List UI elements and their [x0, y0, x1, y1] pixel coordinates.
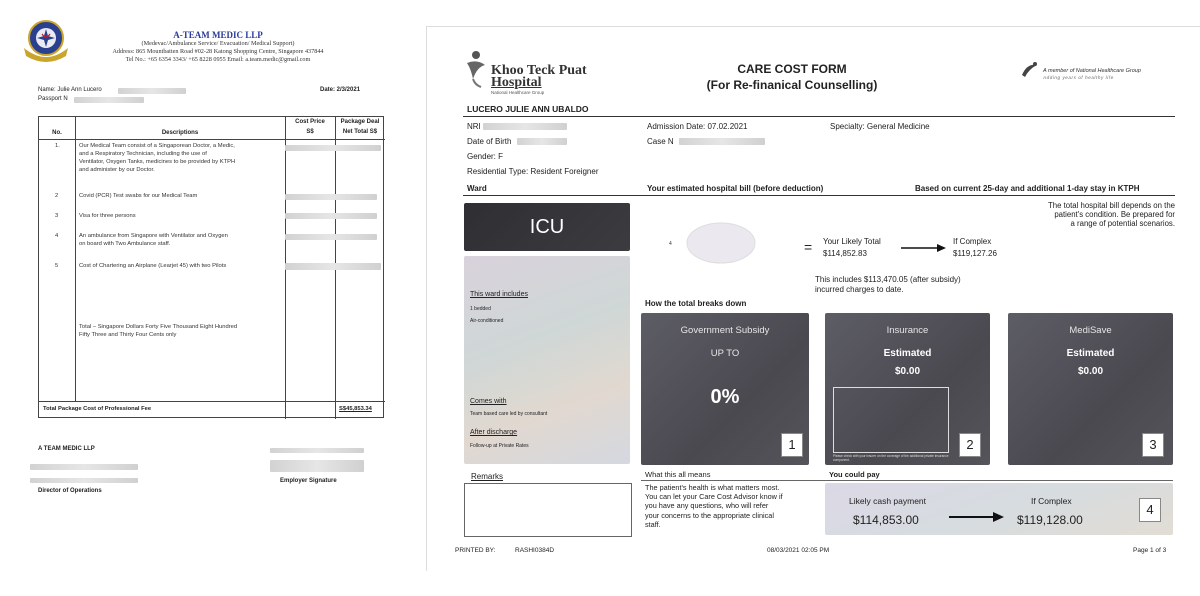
cash-payment-panel — [825, 483, 1173, 535]
item-number: 5 — [55, 263, 59, 269]
nhg-logo-icon — [1019, 61, 1041, 79]
bill-indicator-ellipse — [667, 221, 767, 265]
includes-note-2: incurred charges to date. — [815, 285, 904, 294]
case-label: Case N — [647, 137, 674, 146]
cash-label: Likely cash payment — [849, 496, 927, 506]
redacted-price — [285, 234, 377, 240]
redacted-nric — [483, 123, 567, 130]
admission-date: Admission Date: 07.02.2021 — [647, 122, 748, 131]
footer-company: A TEAM MEDIC LLP — [38, 446, 95, 452]
nhg-tagline: Adding years of healthy life — [1043, 75, 1114, 80]
invoice-table — [38, 116, 384, 418]
nric-label: NRI — [467, 122, 481, 131]
item-description: Our Medical Team consist of a Singaporean Doctor, a Medic, and a Respiratory Technician, including the use of Ventilator, Oxygen Tanks, medicines to be provided by KTPH and administer by our Doctor. — [79, 143, 236, 173]
employer-signature-label: Employer Signature — [280, 478, 337, 484]
hospital-name: Khoo Teck Puat — [491, 63, 587, 78]
ward-type-badge — [464, 203, 630, 251]
breakdown-heading: How the total breaks down — [645, 299, 747, 308]
item-description: Cost of Chartering an Airplane (Learjet 45) with two Pilots — [79, 263, 227, 269]
complex-label: If Complex — [1031, 496, 1072, 506]
medisave-title: MediSave — [1069, 325, 1112, 336]
redacted-employer-sign — [270, 448, 364, 453]
item-number: 2 — [55, 193, 59, 199]
form-subtitle: (For Re-finanical Counselling) — [706, 78, 878, 92]
medisave-value: $0.00 — [1077, 366, 1104, 377]
redacted-name — [118, 88, 186, 94]
item-number: 3 — [55, 213, 59, 219]
you-could-pay: You could pay — [829, 470, 880, 479]
arrow-right-icon — [949, 511, 1005, 523]
ward-heading: Ward — [467, 184, 487, 193]
subsidy-upto: UP TO — [710, 348, 740, 359]
company-address: Address: 865 Mountbatten Road #02-28 Katong Shopping Centre, Singapore 437844 — [112, 48, 324, 55]
printed-by-label: PRINTED BY: — [455, 547, 496, 554]
panel-number: 2 — [959, 433, 981, 457]
redacted-employer-name — [270, 460, 364, 472]
if-complex-label: If Complex — [953, 237, 992, 246]
item-description: Visa for three persons — [79, 213, 136, 219]
patient-name: Name: Julie Ann Lucero — [38, 87, 102, 93]
redacted-price — [285, 263, 381, 270]
medisave-estimated: Estimated — [1066, 348, 1115, 359]
header-cost-price: Cost Price — [295, 119, 325, 125]
remarks-heading: Remarks — [471, 472, 504, 481]
invoice-date: Date: 2/3/2021 — [320, 87, 361, 93]
item-number: 1. — [55, 143, 60, 149]
item-number: 4 — [55, 233, 59, 239]
bill-heading: Your estimated hospital bill (before deduction) — [647, 184, 824, 193]
redacted-price — [285, 194, 377, 200]
means-text: The patient's health is what matters most. You can let your Care Cost Advisor know if you have any questions, who will refer your concerns to the appropriate clinical staff. — [645, 483, 783, 529]
redacted-price — [285, 213, 377, 219]
invoice-document — [0, 0, 420, 596]
stay-heading: Based on current 25-day and additional 1-day stay in KTPH — [915, 184, 1140, 193]
redacted-signature-name — [30, 478, 138, 483]
equals-sign: = — [804, 239, 813, 255]
svg-text:4: 4 — [669, 241, 672, 247]
header-descriptions: Descriptions — [161, 130, 199, 136]
panel-number: 1 — [781, 433, 803, 457]
nhg-member: A member of National Healthcare Group — [1043, 68, 1141, 74]
likely-total-label: Your Likely Total — [823, 237, 881, 246]
insurance-title: Insurance — [886, 325, 929, 336]
insurance-box — [833, 387, 949, 453]
means-heading: What this all means — [645, 470, 711, 479]
after-discharge-heading: After discharge — [470, 429, 518, 436]
printed-by: RASHI0384D — [515, 547, 555, 554]
subsidy-title: Government Subsidy — [680, 325, 770, 336]
ward-includes-heading: This ward includes — [470, 291, 528, 298]
insurance-estimated: Estimated — [883, 348, 932, 359]
complex-value: $119,128.00 — [1017, 513, 1083, 527]
hospital-tagline: National Healthcare Group — [491, 90, 545, 95]
care-cost-form — [426, 26, 1200, 571]
likely-total-value: $114,852.83 — [823, 249, 867, 258]
company-name: A-TEAM MEDIC LLP — [173, 30, 263, 40]
ward-info-panel — [464, 256, 630, 464]
printed-at: 08/03/2021 02:05 PM — [767, 547, 830, 554]
ktph-logo-icon — [463, 49, 491, 89]
page-number: Page 1 of 3 — [1133, 547, 1167, 554]
ward-include-item: 1 bedded — [470, 306, 491, 312]
comes-with-heading: Comes with — [470, 398, 507, 405]
redacted-dob — [517, 138, 567, 145]
total-value: S$45,853.34 — [339, 406, 372, 412]
subsidy-value: 0% — [710, 386, 740, 408]
includes-note: This includes $113,470.05 (after subsidy) — [815, 275, 961, 284]
arrow-right-icon — [901, 243, 947, 253]
ward-include-item: Air-conditioned — [470, 318, 504, 324]
bill-note: The total hospital bill depends on the patient's condition. Be prepared for a range of potential scenarios. — [1047, 201, 1175, 228]
ward-type: ICU — [529, 216, 565, 238]
dob-label: Date of Birth — [467, 137, 512, 146]
total-label: Total Package Cost of Professional Fee — [43, 406, 152, 412]
patient-name: LUCERO JULIE ANN UBALDO — [467, 104, 589, 114]
medisave-panel — [1008, 313, 1173, 465]
if-complex-value: $119,127.26 — [953, 249, 997, 258]
remarks-box — [464, 483, 632, 537]
government-subsidy-panel — [641, 313, 809, 465]
item-description: Covid (PCR) Test swabs for our Medical Team — [79, 193, 198, 199]
company-contact: Tel No.: +65 6354 3343/ +65 8228 0955 Email: a.team.medic@gmail.com — [125, 56, 311, 63]
header-cost-price-currency: S$ — [306, 129, 314, 135]
redacted-signature — [30, 464, 138, 470]
header-net-total: Net Total S$ — [342, 129, 378, 135]
total-in-words: Total – Singapore Dollars Forty Five Thousand Eight Hundred Fifty Three and Thirty Four Cents only — [79, 324, 238, 338]
redacted-case — [679, 138, 765, 145]
header-no: No. — [52, 130, 62, 136]
redacted-price — [285, 145, 381, 151]
insurance-panel — [825, 313, 990, 465]
comes-with: Team based care led by consultant — [470, 411, 548, 417]
insurance-value: $0.00 — [894, 366, 921, 377]
specialty: Specialty: General Medicine — [830, 122, 930, 131]
company-services: (Medevac/Ambulance Service/ Evacuation/ Medical Support) — [141, 40, 295, 47]
header-package-deal: Package Deal — [340, 119, 380, 125]
panel-number: 4 — [1139, 498, 1161, 522]
residential-type: Residential Type: Resident Foreigner — [467, 167, 599, 176]
panel-number: 3 — [1142, 433, 1164, 457]
hospital-name-2: Hospital — [491, 75, 542, 90]
after-discharge: Follow-up at Private Rates — [470, 443, 529, 449]
cash-value: $114,853.00 — [853, 513, 919, 527]
passport-label: Passport N — [38, 96, 68, 102]
insurance-note: Please check with your insurer on the coverage of the additional private insurance component. — [833, 454, 949, 462]
director-label: Director of Operations — [38, 488, 102, 494]
form-title: CARE COST FORM — [737, 62, 847, 76]
item-description: An ambulance from Singapore with Ventilator and Oxygen on board with Two Ambulance staff. — [79, 233, 228, 247]
redacted-passport — [74, 97, 144, 103]
gender: Gender: F — [467, 152, 504, 161]
